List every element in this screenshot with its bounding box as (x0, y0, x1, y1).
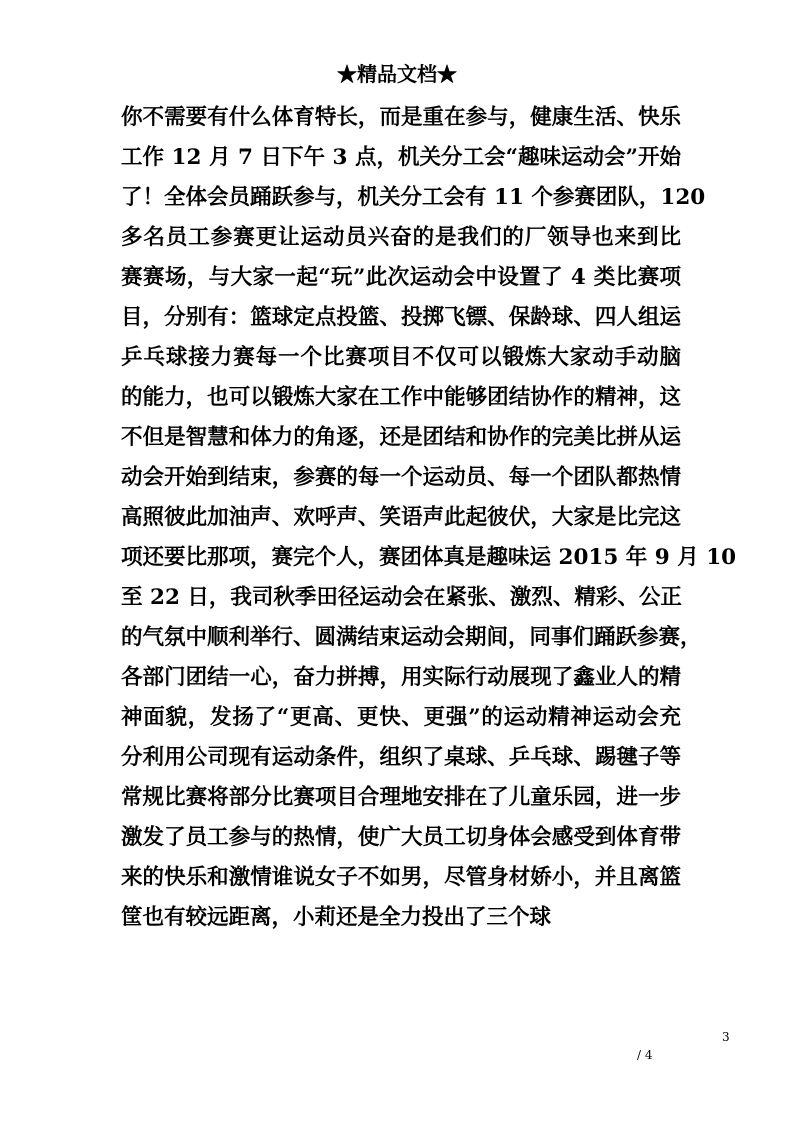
body-paragraph (121, 98, 737, 938)
text-line: 神面貌，发扬了“更高、更快、更强”的运动精神运动会充 (121, 705, 681, 730)
text-line: 不但是智慧和体力的角逐，还是团结和协作的完美比拼从运 (121, 425, 681, 450)
page-header-title: ★精品文档★ (337, 62, 457, 86)
text-line: 多名员工参赛更让运动员兴奋的是我们的厂领导也来到比 (121, 225, 681, 250)
text-line: 乒乓球接力赛每一个比赛项目不仅可以锻炼大家动手动脑 (121, 345, 681, 370)
text-line: 分利用公司现有运动条件，组织了桌球、乒乓球、踢毽子等 (121, 745, 681, 770)
text-line: 你不需要有什么体育特长，而是重在参与，健康生活、快乐 (121, 105, 681, 130)
page-total: / 4 (637, 1048, 653, 1062)
text-line: 的能力，也可以锻炼大家在工作中能够团结协作的精神，这 (121, 385, 681, 410)
text-line: 各部门团结一心，奋力拼搏，用实际行动展现了鑫业人的精 (121, 665, 681, 690)
text-line: 动会开始到结束，参赛的每一个运动员、每一个团队都热情 (121, 465, 681, 490)
text-line: 目，分别有：篮球定点投篮、投掷飞镖、保龄球、四人组运 (121, 305, 681, 330)
page-number: 3 (722, 1030, 730, 1044)
text-line: 筐也有较远距离，小莉还是全力投出了三个球 (121, 905, 552, 930)
text-line: 激发了员工参与的热情，使广大员工切身体会感受到体育带 (121, 825, 681, 850)
text-line: 工作 12 月 7 日下午 3 点，机关分工会“趣味运动会”开始 (121, 145, 681, 170)
text-line: 常规比赛将部分比赛项目合理地安排在了儿童乐园，进一步 (121, 785, 681, 810)
text-line: 来的快乐和激情谁说女子不如男，尽管身材娇小，并且离篮 (121, 865, 681, 890)
text-line: 赛赛场，与大家一起“玩”此次运动会中设置了 4 类比赛项 (121, 265, 681, 290)
text-line: 项还要比那项，赛完个人，赛团体真是趣味运 2015 年 9 月 10 (121, 545, 737, 570)
text-line: 高照彼此加油声、欢呼声、笑语声此起彼伏，大家是比完这 (121, 505, 681, 530)
text-line: 了！全体会员踊跃参与，机关分工会有 11 个参赛团队，120 (121, 185, 706, 210)
text-line: 的气氛中顺利举行、圆满结束运动会期间，同事们踊跃参赛， (121, 625, 702, 650)
text-line: 至 22 日，我司秋季田径运动会在紧张、激烈、精彩、公正 (121, 585, 682, 610)
